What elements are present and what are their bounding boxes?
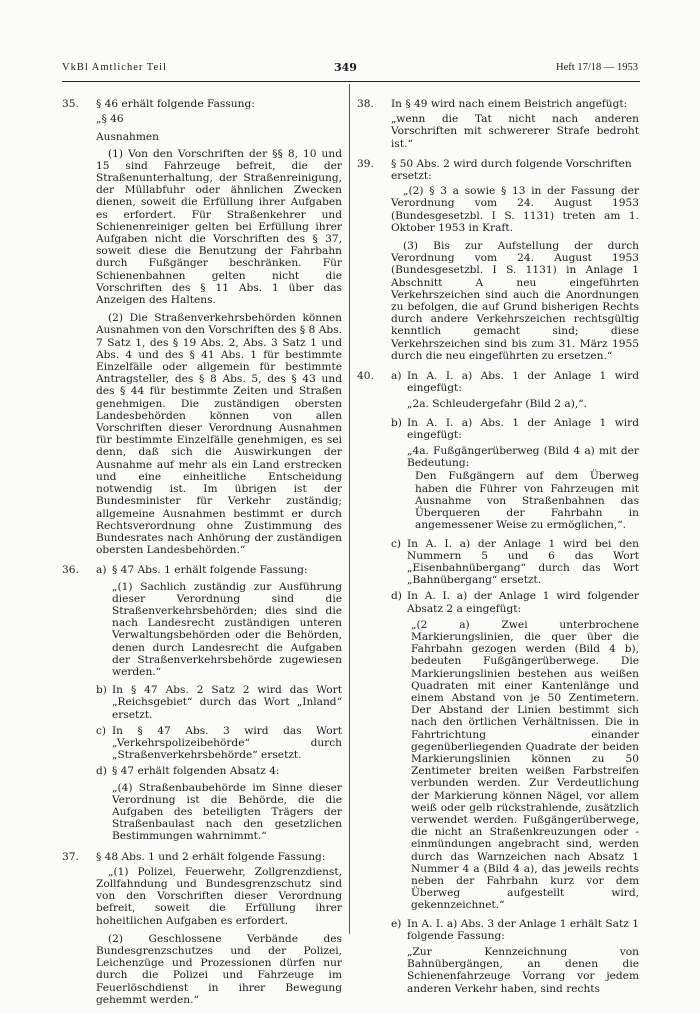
subitem-label: c) (391, 537, 402, 550)
subitem-c (391, 538, 639, 587)
paragraph: (3) Bis zur Aufstellung der durch Verordnung vom 24. August 1953 (Bundesgesetzbl. I S. 1131) in Anlage 1 Abschnitt A neu eingeführten Verkehrszeichen sind auch die Anordnungen zu befolgen, die auf Grund bisherigen Rechts durch andere Verkehrszeichen rechtsgültig kenntlich gemacht sind; diese Verkehrszeichen sind bis zum 31. März 1955 durch die neu eingeführten zu ersetzen.“ (391, 240, 639, 362)
subitem-a (391, 370, 639, 394)
subitem-label: e) (391, 917, 402, 930)
subitem-d (96, 765, 342, 777)
subitem-text: In A. I. a) der Anlage 1 wird folgender Absatz 2 a eingefügt: (407, 590, 639, 615)
item-number: 37. (62, 850, 79, 863)
subitem-label: d) (96, 765, 107, 778)
subitem-e (391, 918, 639, 942)
item-39 (357, 158, 639, 362)
subitem-text: In § 47 Abs. 2 Satz 2 wird das Wort „Reichsgebiet“ durch das Wort „Inland“ ersetzt. (112, 684, 342, 721)
item-number: 40. (357, 370, 374, 383)
item-35 (62, 98, 342, 556)
quoted-text: „Zur Kennzeichnung von Bahnübergängen, an denen die Schienenfahrzeuge Vorrang vor jedem anderen Verkehr haben, sind rechts (407, 946, 639, 995)
item-40 (357, 370, 639, 995)
item-number: 39. (357, 157, 374, 170)
paragraph: (1) Von den Vorschriften der §§ 8, 10 und 15 sind Fahrzeuge befreit, die der Straßenunterhaltung, der Straßenreinigung, der Müllabfuhr oder ähnlichen Zwecken dienen, soweit die Erfüllung ihrer Aufgaben es erfordert. Für Straßenkehrer und Schienenreiniger gelten bei Erfüllung ihrer Aufgaben nicht die Vorschriften des § 37, soweit diese die Benutzung der Fahrbahn durch Fußgänger beschränken. Für Schienenbahnen gelten nicht die Vorschriften des § 11 Abs. 1 über das Anzeigen des Haltens. (96, 147, 342, 307)
quoted-text: „(1) Sachlich zuständig zur Ausführung dieser Verordnung sind die Straßenverkehrsbehörden; dies sind die nach Landesrecht zuständigen unteren Verwaltungsbehörden oder die Behörden, denen durch Landesrecht die Aufgaben der Straßenverkehrsbehörde zugewiesen werden.“ (112, 580, 342, 678)
item-36 (62, 564, 342, 842)
paragraph: „(1) Polizei, Feuerwehr, Zollgrenzdienst, Zollfahndung und Bundesgrenzschutz sind von den Vorschriften dieser Verordnung befreit, soweit die Erfüllung ihrer hoheitlichen Aufgaben es erfordert. (96, 865, 342, 927)
right-column (357, 98, 639, 1003)
quoted-text: „4a. Fußgängerüberweg (Bild 4 a) mit der Bedeutung: (407, 445, 639, 470)
paragraph: (2) Geschlossene Verbände des Bundesgrenzschutzes und der Polizei, Leichenzüge und Prozessionen dürfen nur durch die Polizei und Fahrzeuge im Feuerlöschdienst in ihrer Bewegung gehemmt werden.“ (96, 932, 342, 1006)
subitem-label: c) (96, 724, 107, 737)
item-heading: § 50 Abs. 2 wird durch folgende Vorschriften ersetzt: (391, 157, 632, 183)
subitem-text: § 47 erhält folgenden Absatz 4: (112, 765, 280, 778)
subitem-text: In A. I. a) Abs. 3 der Anlage 1 erhält Satz 1 folgende Fassung: (407, 917, 639, 942)
paragraph-title: „§ 46 (96, 113, 124, 126)
subitem-text: In A. I. a) Abs. 1 der Anlage 1 wird eingefügt: (407, 370, 639, 395)
subitem-d (391, 590, 639, 614)
item-heading: In § 49 wird nach einem Beistrich angefügt: (391, 98, 628, 110)
paragraph: (2) Die Straßenverkehrsbehörden können Ausnahmen von den Vorschriften des § 8 Abs. 7 Satz 1, des § 19 Abs. 2, Abs. 3 Satz 1 und Abs. 4 und des § 41 Abs. 1 für bestimmte Einzelfälle oder allgemein für bestimmte Antragsteller, des § 8 Abs. 5, des § 43 und des § 44 für bestimmte Zeiten und Straßen genehmigen. Die zuständigen obersten Landesbehörden können von allen Vorschriften dieser Verordnung Ausnahmen für bestimmte Einzelfälle genehmigen, es sei denn, daß sich die Auswirkungen der Ausnahme auf mehr als ein Land erstrecken und eine einheitliche Entscheidung notwendig ist. Im übrigen ist der Bundesminister für Verkehr zuständig; allgemeine Ausnahmen bestimmt er durch Rechtsverordnung ohne Zustimmung des Bundesrates nach Anhörung der zuständigen obersten Landesbehörden.“ (96, 312, 342, 557)
quoted-text: „wenn die Tat nicht nach anderen Vorschriften mit schwererer Strafe bedroht ist.“ (391, 113, 639, 150)
subitem-b (391, 417, 639, 441)
item-37 (62, 851, 342, 1006)
subitem-b (96, 684, 342, 721)
quoted-text: „2a. Schleudergefahr (Bild 2 a),“. (407, 398, 587, 411)
item-number: 38. (357, 98, 374, 110)
subitem-text: In § 47 Abs. 3 wird das Wort „Verkehrspolizeibehörde“ durch „Straßenverkehrsbehörde“ ersetzt. (112, 724, 342, 762)
gazette-section-title: VkBl Amtlicher Teil (62, 62, 167, 73)
left-column (62, 98, 342, 1014)
column-divider (349, 84, 350, 934)
item-number: 36. (62, 564, 79, 577)
paragraph: „(2) § 3 a sowie § 13 in der Fassung der Verordnung vom 24. August 1953 (Bundesgesetzbl. I S. 1131) treten am 1. Oktober 1953 in Kraft. (391, 185, 639, 234)
header-rule (62, 81, 640, 82)
page-number: 349 (334, 61, 357, 74)
item-38 (357, 98, 639, 150)
subitem-a (96, 564, 342, 576)
quoted-text: Den Fußgängern auf dem Überweg haben die Führer von Fahrzeugen mit Ausnahme von Straßenbahnen das Überqueren der Fahrbahn in angemessener Weise zu ermöglichen,“. (415, 470, 639, 532)
subitem-label: b) (96, 684, 107, 697)
subitem-text: In A. I. a) der Anlage 1 wird bei den Nummern 5 und 6 das Wort „Eisenbahnübergang“ durch das Wort „Bahnübergang“ ersetzt. (407, 537, 639, 587)
subitem-label: a) (391, 370, 402, 383)
subitem-label: d) (391, 590, 402, 603)
quoted-text: „(2 a) Zwei unterbrochene Markierungslinien, die quer über die Fahrbahn gezogen werden (Bild 4 b), bedeuten Fußgängerüberwege. Die Markierungslinien bestehen aus weißen Quadraten mit einer Kantenlänge und einem Abstand von je 50 Zentimetern. Der Abstand der Linien bestimmt sich nach den örtlichen Verhältnissen. Die in Fahrtrichtung einander gegenüberliegenden Quadrate der beiden Markierungslinien können zu 50 Zentimeter breiten weißen Farbstreifen verbunden werden. Zur Verdeutlichung der Markierung können Nägel, vor allem weiß oder gelb rückstrahlende, zusätzlich verwendet werden. Fußgängerüberwege, die nicht an Straßenkreuzungen oder -einmündungen angebracht sind, werden durch das Warnzeichen nach Absatz 1 Nummer 4 a (Bild 4 a), das jeweils rechts neben der Fahrbahn kurz vor dem Überweg aufgestellt wird, gekennzeichnet.“ (411, 618, 639, 912)
paragraph-subtitle: Ausnahmen (96, 131, 160, 144)
subitem-label: a) (96, 564, 107, 577)
subitem-c (96, 725, 342, 762)
quoted-text: „(4) Straßenbaubehörde im Sinne dieser Verordnung ist die Behörde, die die Aufgaben des beteiligten Trägers der Straßenbaulast nach den gesetzlichen Bestimmungen wahrnimmt.“ (112, 781, 342, 843)
item-heading: § 46 erhält folgende Fassung: (96, 98, 255, 110)
subitem-text: § 47 Abs. 1 erhält folgende Fassung: (112, 564, 308, 577)
item-heading: § 48 Abs. 1 und 2 erhält folgende Fassung: (96, 850, 326, 863)
item-number: 35. (62, 98, 79, 110)
issue-info: Heft 17/18 — 1953 (556, 62, 638, 73)
subitem-label: b) (391, 416, 402, 429)
page-header (62, 62, 638, 78)
subitem-text: In A. I. a) Abs. 1 der Anlage 1 wird eingefügt: (407, 416, 639, 441)
